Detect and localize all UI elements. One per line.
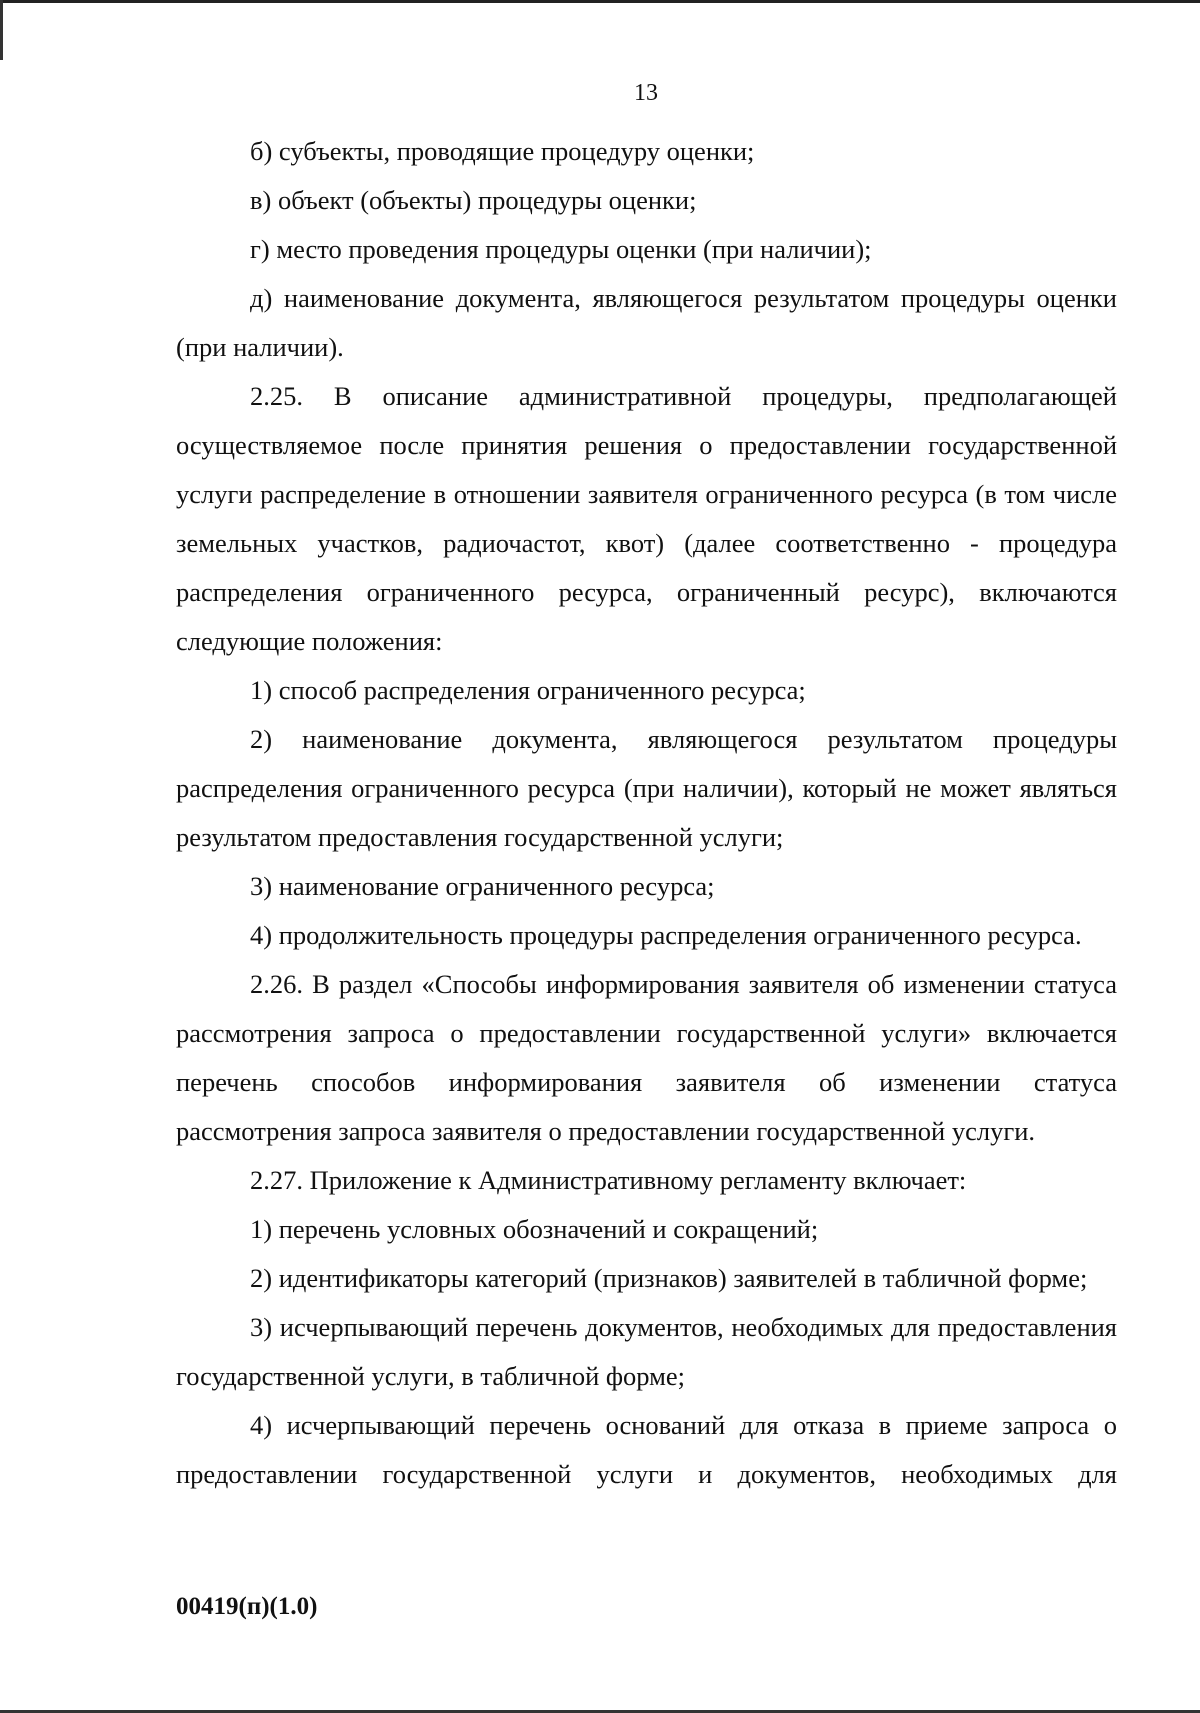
clause-2-27-item-4: 4) исчерпывающий перечень оснований для отказа в приеме запроса о предоставлении государственной услуги и документов, необходимых для xyxy=(176,1410,1117,1489)
list-item-v: в) объект (объекты) процедуры оценки; xyxy=(250,185,697,215)
clause-2-25-item-4: 4) продолжительность процедуры распределения ограниченного ресурса. xyxy=(250,920,1082,950)
clause-2-25-item-1: 1) способ распределения ограниченного ресурса; xyxy=(250,675,806,705)
clause-2-25: 2.25. В описание административной процедуры, предполагающей осуществляемое после принятия решения о предоставлении государственной услуги распределение в отношении заявителя ограниченного ресурса (в том числе земельных участков, радиочастот, квот) (далее соответственно - процедура распределения ограниченного ресурса, ограниченный ресурс), включаются следующие положения: xyxy=(176,381,1117,656)
clause-2-27-item-1: 1) перечень условных обозначений и сокращений; xyxy=(250,1214,819,1244)
list-item-g: г) место проведения процедуры оценки (при наличии); xyxy=(250,234,872,264)
clause-2-25-item-3: 3) наименование ограниченного ресурса; xyxy=(250,871,715,901)
document-code: 00419(п)(1.0) xyxy=(176,1593,318,1620)
page-number: 13 xyxy=(634,80,658,106)
clause-2-27-item-3: 3) исчерпывающий перечень документов, необходимых для предоставления государственной услуги, в табличной форме; xyxy=(176,1312,1117,1391)
clause-2-27-item-2: 2) идентификаторы категорий (признаков) заявителей в табличной форме; xyxy=(250,1263,1088,1293)
document-body xyxy=(176,127,1117,1499)
clause-2-25-item-2: 2) наименование документа, являющегося результатом процедуры распределения ограниченного ресурса (при наличии), который не может являться результатом предоставления государственной услуги; xyxy=(176,724,1117,852)
list-item-d: д) наименование документа, являющегося результатом процедуры оценки (при наличии). xyxy=(176,283,1117,362)
clause-2-27: 2.27. Приложение к Административному регламенту включает: xyxy=(250,1165,967,1195)
clause-2-26: 2.26. В раздел «Способы информирования заявителя об изменении статуса рассмотрения запроса о предоставлении государственной услуги» включается перечень способов информирования заявителя об изменении статуса рассмотрения запроса заявителя о предоставлении государственной услуги. xyxy=(176,969,1117,1146)
scan-top-edge xyxy=(0,0,1200,3)
scan-left-edge xyxy=(0,0,3,60)
list-item-b: б) субъекты, проводящие процедуру оценки; xyxy=(250,136,755,166)
